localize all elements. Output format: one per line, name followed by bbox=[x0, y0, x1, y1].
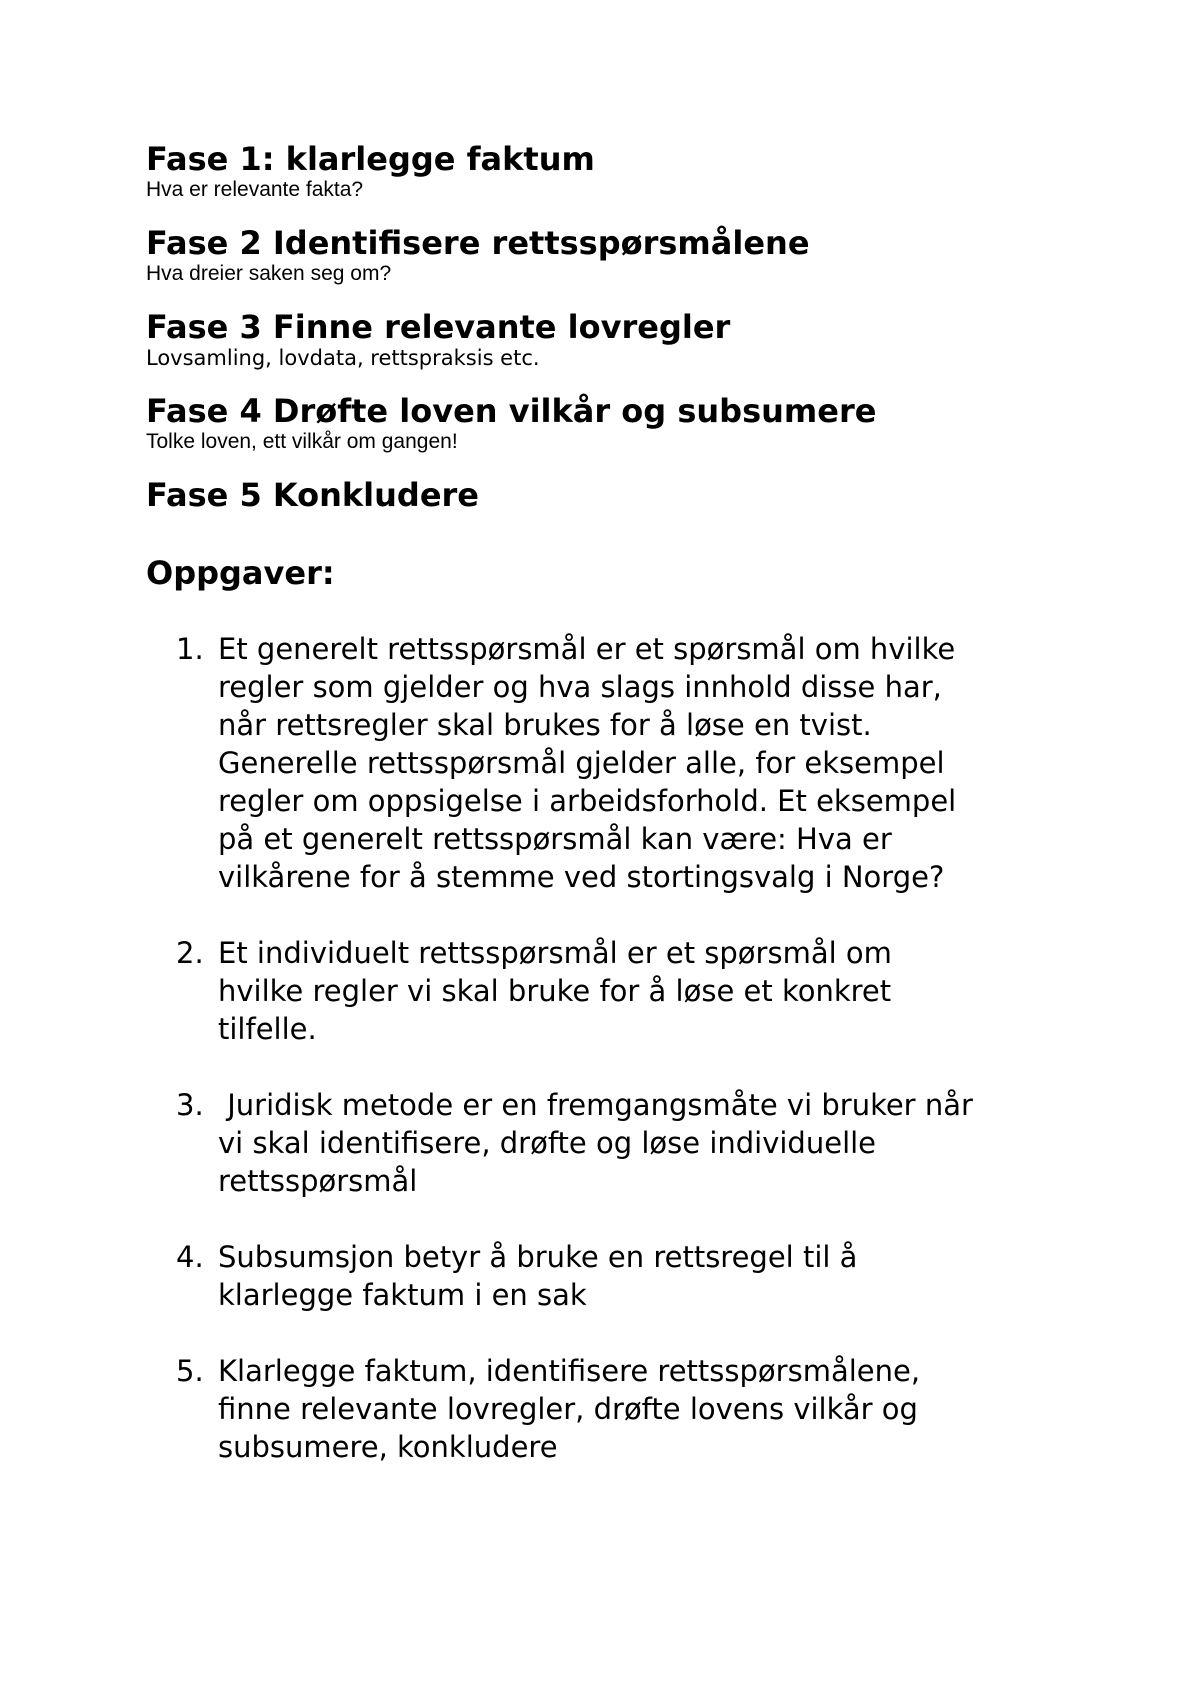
task-line: vi skal identifisere, drøfte og løse individuelle bbox=[218, 1126, 877, 1160]
tasks-heading: Oppgaver: bbox=[146, 554, 335, 592]
task-list bbox=[146, 630, 1086, 1466]
phase-5 bbox=[146, 476, 1086, 514]
task-line: på et generelt rettsspørsmål kan være: Hva er bbox=[218, 822, 892, 856]
phase-subtitle: Hva dreier saken seg om? bbox=[146, 262, 392, 285]
phase-title: Fase 5 Konkludere bbox=[146, 476, 479, 514]
phase-subtitle: Hva er relevante fakta? bbox=[146, 178, 364, 201]
task-line: subsumere, konkludere bbox=[218, 1430, 558, 1464]
task-line: Klarlegge faktum, identifisere rettsspørsmålene, bbox=[218, 1354, 921, 1388]
task-number: 1. bbox=[176, 632, 204, 666]
phase-subtitle: Tolke loven, ett vilkår om gangen! bbox=[146, 430, 458, 453]
task-line: klarlegge faktum i en sak bbox=[218, 1278, 587, 1312]
phase-title: Fase 4 Drøfte loven vilkår og subsumere bbox=[146, 392, 877, 430]
task-line: når rettsregler skal brukes for å løse en tvist. bbox=[218, 708, 872, 742]
task-item bbox=[146, 1352, 1086, 1466]
task-number: 2. bbox=[176, 936, 204, 970]
task-number: 3. bbox=[176, 1088, 204, 1122]
task-item bbox=[146, 630, 1086, 896]
task-line: Et individuelt rettsspørsmål er et spørsmål om bbox=[218, 936, 892, 970]
phase-2 bbox=[146, 224, 1086, 286]
task-line: tilfelle. bbox=[218, 1012, 317, 1046]
task-item bbox=[146, 1238, 1086, 1314]
task-line: Et generelt rettsspørsmål er et spørsmål om hvilke bbox=[218, 632, 956, 666]
phase-title: Fase 3 Finne relevante lovregler bbox=[146, 308, 731, 346]
task-line: Juridisk metode er en fremgangsmåte vi bruker når bbox=[218, 1088, 973, 1122]
task-item bbox=[146, 934, 1086, 1048]
task-number: 5. bbox=[176, 1354, 204, 1388]
task-line: vilkårene for å stemme ved stortingsvalg i Norge? bbox=[218, 860, 945, 894]
task-item bbox=[146, 1086, 1086, 1200]
phase-3 bbox=[146, 308, 1086, 370]
task-line: finne relevante lovregler, drøfte lovens vilkår og bbox=[218, 1392, 918, 1426]
phase-1 bbox=[146, 140, 1086, 202]
phase-title: Fase 2 Identifisere rettsspørsmålene bbox=[146, 224, 810, 262]
task-line: Subsumsjon betyr å bruke en rettsregel til å bbox=[218, 1240, 858, 1274]
task-line: rettsspørsmål bbox=[218, 1164, 418, 1198]
task-line: regler om oppsigelse i arbeidsforhold. Et eksempel bbox=[218, 784, 957, 818]
task-line: hvilke regler vi skal bruke for å løse et konkret bbox=[218, 974, 892, 1008]
document-page bbox=[146, 140, 1086, 1504]
phase-subtitle: Lovsamling, lovdata, rettspraksis etc. bbox=[146, 346, 540, 370]
task-line: regler som gjelder og hva slags innhold disse har, bbox=[218, 670, 942, 704]
phase-title: Fase 1: klarlegge faktum bbox=[146, 140, 595, 178]
task-line: Generelle rettsspørsmål gjelder alle, for eksempel bbox=[218, 746, 945, 780]
phase-4 bbox=[146, 392, 1086, 454]
task-number: 4. bbox=[176, 1240, 204, 1274]
